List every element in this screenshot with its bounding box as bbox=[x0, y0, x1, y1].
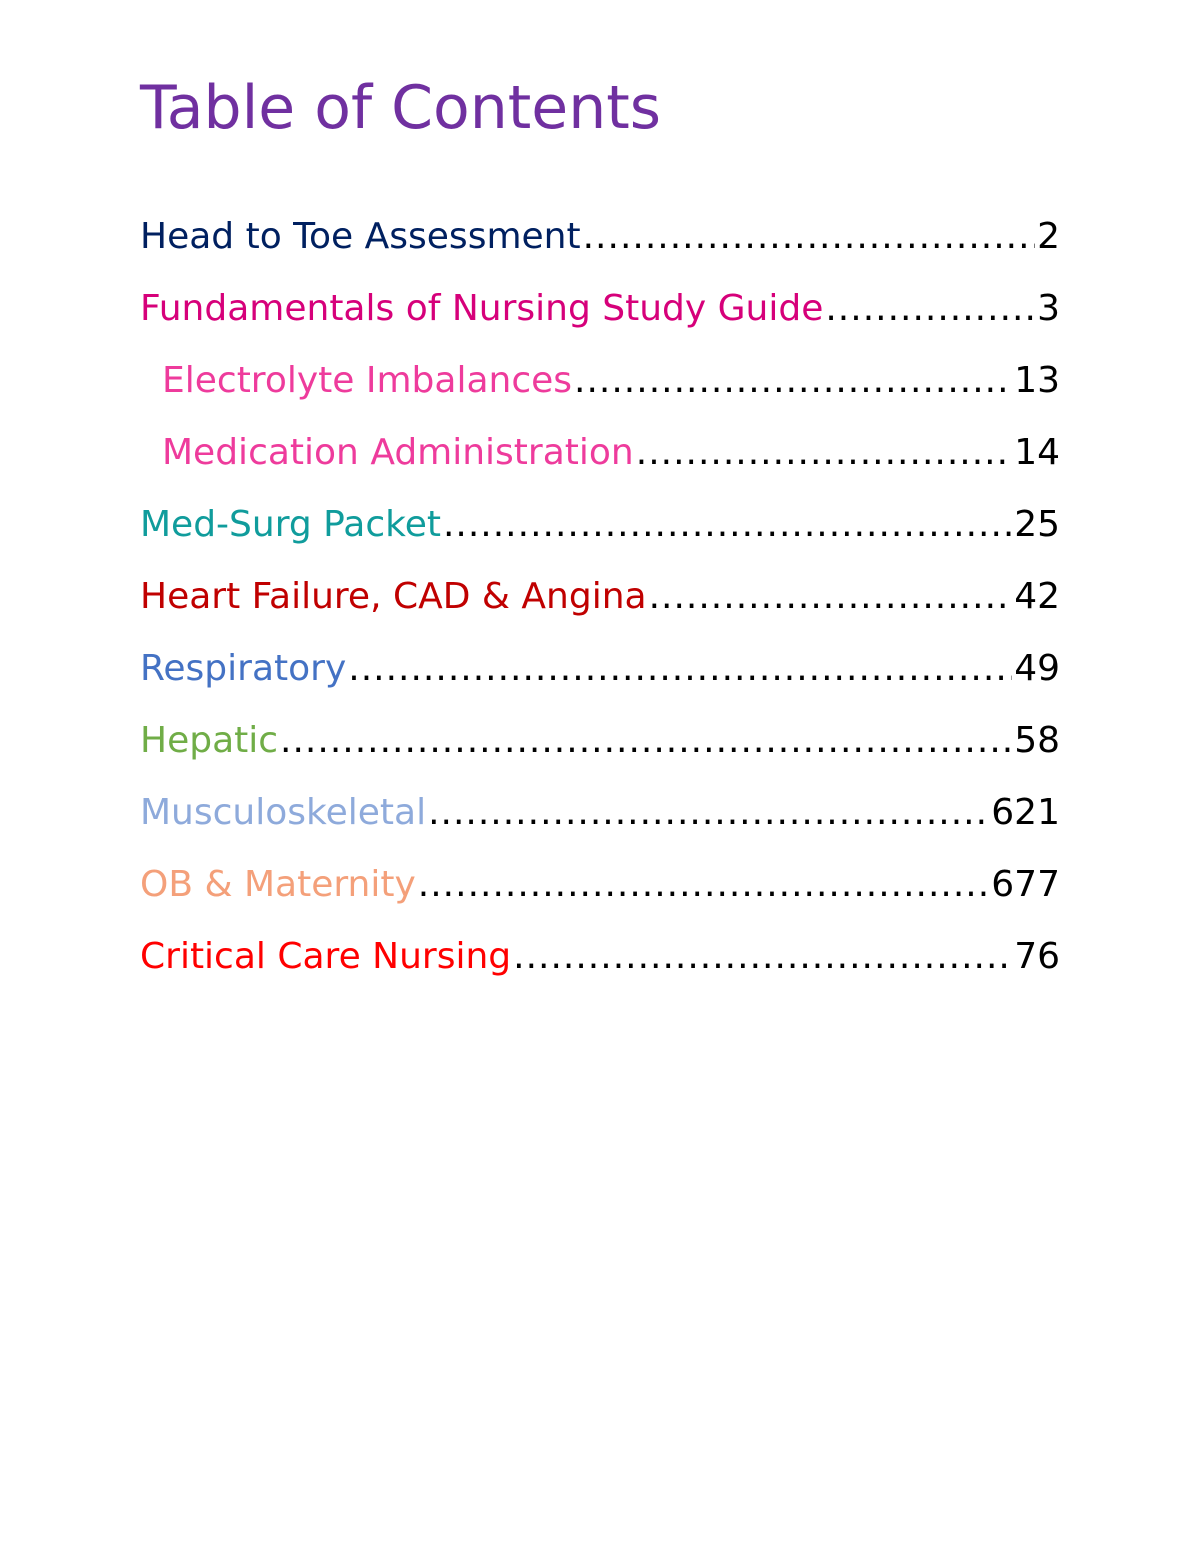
toc-entry-respiratory[interactable] bbox=[140, 644, 1060, 716]
toc-title: Table of Contents bbox=[140, 73, 662, 143]
toc-entry-critical-care[interactable] bbox=[140, 932, 1060, 1004]
toc-entry-page: 58 bbox=[1014, 720, 1060, 761]
toc-entry-hepatic[interactable] bbox=[140, 716, 1060, 788]
toc-entry-electrolyte[interactable] bbox=[140, 356, 1060, 428]
toc-entry-fundamentals[interactable] bbox=[140, 284, 1060, 356]
dot-leader bbox=[443, 500, 1012, 550]
toc-entry-page: 3 bbox=[1037, 288, 1060, 329]
dot-leader bbox=[280, 716, 1012, 766]
dot-leader bbox=[348, 644, 1012, 694]
toc-entry-label: Medication Administration bbox=[162, 432, 634, 473]
toc-list bbox=[140, 212, 1060, 1004]
dot-leader bbox=[428, 788, 989, 838]
toc-entry-label: Head to Toe Assessment bbox=[140, 216, 581, 257]
toc-entry-page: 49 bbox=[1014, 648, 1060, 689]
toc-entry-page: 14 bbox=[1014, 432, 1060, 473]
toc-entry-musculoskeletal[interactable] bbox=[140, 788, 1060, 860]
toc-entry-page: 2 bbox=[1037, 216, 1060, 257]
toc-entry-label: Hepatic bbox=[140, 720, 279, 761]
toc-entry-label: Critical Care Nursing bbox=[140, 936, 512, 977]
toc-entry-label: Respiratory bbox=[140, 648, 347, 689]
toc-entry-head-to-toe[interactable] bbox=[140, 212, 1060, 284]
toc-entry-label: OB & Maternity bbox=[140, 864, 416, 905]
toc-entry-label: Fundamentals of Nursing Study Guide bbox=[140, 288, 824, 329]
dot-leader bbox=[825, 284, 1035, 334]
toc-entry-label: Electrolyte Imbalances bbox=[162, 360, 573, 401]
toc-entry-med-surg[interactable] bbox=[140, 500, 1060, 572]
toc-entry-label: Heart Failure, CAD & Angina bbox=[140, 576, 647, 617]
dot-leader bbox=[513, 932, 1012, 982]
toc-entry-label: Musculoskeletal bbox=[140, 792, 427, 833]
toc-entry-label: Med-Surg Packet bbox=[140, 504, 441, 545]
dot-leader bbox=[649, 572, 1013, 622]
dot-leader bbox=[636, 428, 1012, 478]
toc-entry-page: 677 bbox=[991, 864, 1060, 905]
toc-entry-page: 76 bbox=[1014, 936, 1060, 977]
toc-entry-page: 13 bbox=[1014, 360, 1060, 401]
toc-entry-page: 621 bbox=[991, 792, 1060, 833]
toc-entry-ob-maternity[interactable] bbox=[140, 860, 1060, 932]
toc-entry-heart-failure[interactable] bbox=[140, 572, 1060, 644]
toc-entry-medication[interactable] bbox=[140, 428, 1060, 500]
dot-leader bbox=[574, 356, 1012, 406]
toc-entry-page: 42 bbox=[1014, 576, 1060, 617]
dot-leader bbox=[583, 212, 1035, 262]
dot-leader bbox=[418, 860, 989, 910]
toc-entry-page: 25 bbox=[1014, 504, 1060, 545]
